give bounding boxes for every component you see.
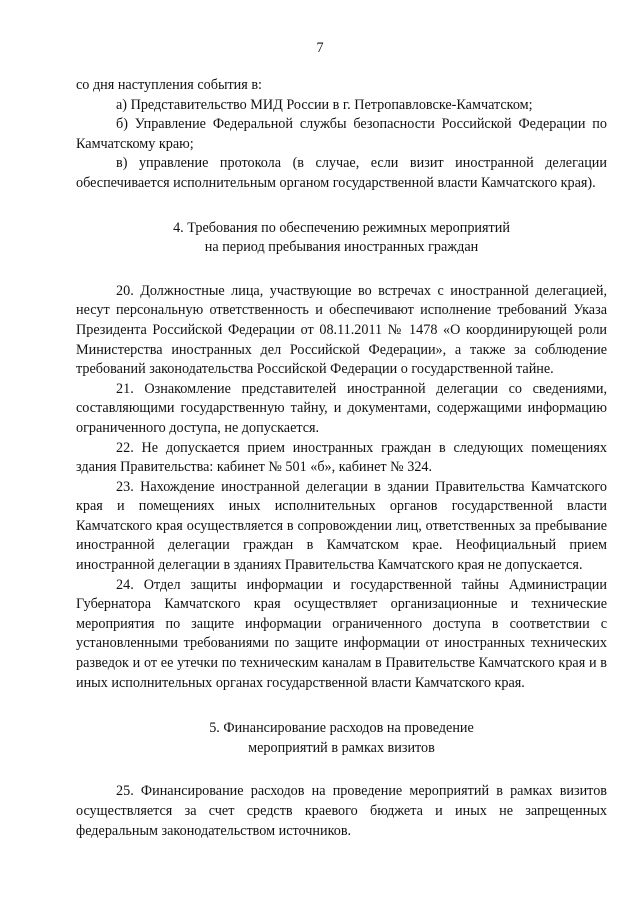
section-5-title-line2: мероприятий в рамках визитов (248, 739, 435, 756)
list-item-a: а) Представительство МИД России в г. Петропавловске-Камчатском; (116, 96, 533, 113)
page-number: 7 (316, 40, 324, 56)
paragraph-21: 21. Ознакомление представителей иностранной делегации со сведениями, составляющими государственную тайну, и документами, содержащими информацию ограниченного доступа, не допускается. (76, 380, 607, 436)
paragraph-22: 22. Не допускается прием иностранных граждан в следующих помещениях здания Правительства: кабинет № 501 «б», кабинет № 324. (76, 439, 607, 476)
list-item-b: б) Управление Федеральной службы безопасности Российской Федерации по Камчатскому краю; (76, 116, 607, 152)
section-4-title-line2: на период пребывания иностранных граждан (204, 239, 479, 256)
section-4-title-line1: 4. Требования по обеспечению режимных мероприятий (173, 219, 510, 236)
paragraph-20: 20. Должностные лица, участвующие во встречах с иностранной делегацией, несут персональную ответственность и обеспечивают исполнение требований Указа Президента Российской Федерации от 08.11.2011 № 1478 «О координирующей роли Министерства иностранных дел Российской Федерации», а также за соблюдение требований законодательства Российской Федерации о государственной тайне. (76, 282, 607, 378)
document-body (76, 76, 607, 841)
paragraph-24: 24. Отдел защиты информации и государственной тайны Администрации Губернатора Камчатского края осуществляет организационные и технические мероприятия по защите информации ограниченного доступа в соответствии с установленными требованиями по защите информации от иностранных технических разведок и от ее утечки по техническим каналам в Правительстве Камчатского края и в иных исполнительных органах государственной власти Камчатского края. (76, 576, 607, 691)
intro-text: со дня наступления события в: (76, 77, 262, 93)
paragraph-23: 23. Нахождение иностранной делегации в здании Правительства Камчатского края и помещениях иных исполнительных органов государственной власти Камчатского края осуществляется в сопровождении лиц, ответственных за пребывание иностранной делегации граждан в Камчатском крае. Неофициальный прием иностранной делегации в зданиях Правительства Камчатского края не допускается. (76, 478, 607, 574)
paragraph-25: 25. Финансирование расходов на проведение мероприятий в рамках визитов осуществляется за счет средств краевого бюджета и иных не запрещенных федеральным законодательством источников. (76, 783, 607, 839)
section-5-title-line1: 5. Финансирование расходов на проведение (209, 720, 474, 737)
list-item-c: в) управление протокола (в случае, если визит иностранной делегации обеспечивается исполнительным органом государственной власти Камчатского края). (76, 155, 607, 191)
